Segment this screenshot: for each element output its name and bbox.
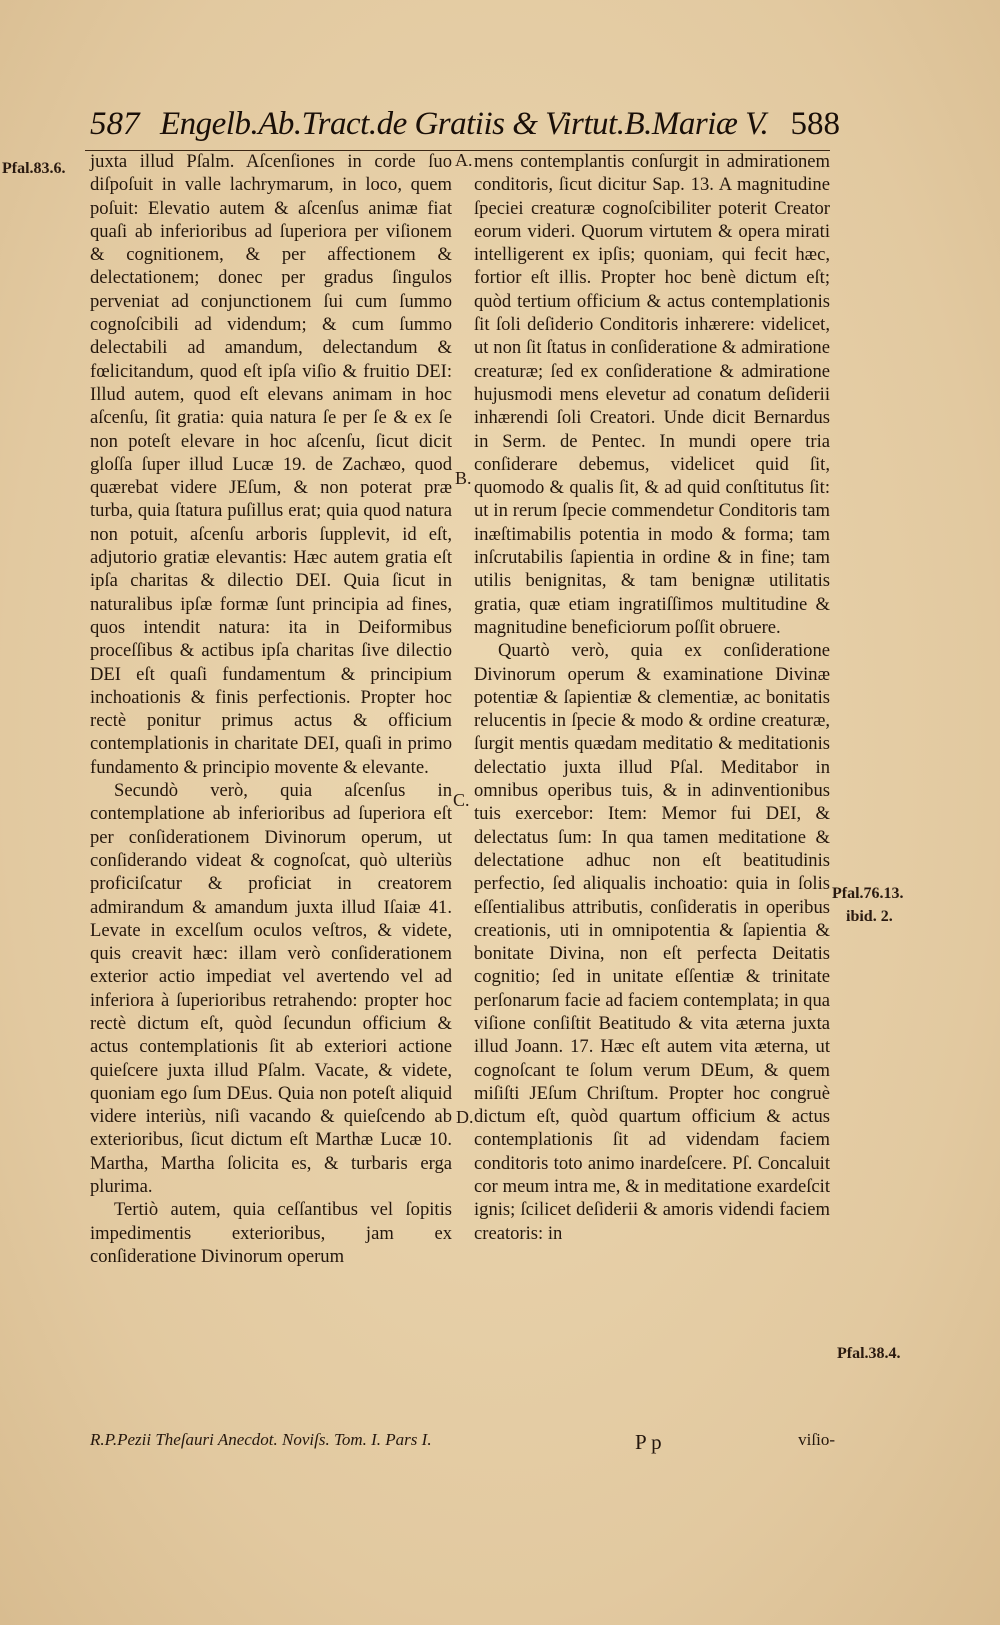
signature-mark: P p — [635, 1430, 662, 1454]
section-letter-d: D. — [456, 1107, 474, 1127]
right-paragraph-1: mens contemplantis conſurgit in admirationem conditoris, ſicut dicitur Sap. 13. A magnitudine ſpeciei creaturæ cognoſcibiliter poterit Creator eorum videri. Quorum virtutem & opera mirati intelligerent ex ipſis; quoniam, qui fecit hæc, fortior eſt illis. Propter hoc benè dictum eſt; quòd tertium officium & actus contemplationis ſit ſoli deſiderio Conditoris inhærere: videlicet, ut non ſit ſtatus in conſideratione & admiratione creaturæ; ſed ex conſideratione & admiratione hujusmodi mens elevetur ad conatum deſiderii inhærendi ſoli Creatori. Unde dicit Bernardus in Serm. de Pentec. In mundi opere tria conſiderare debemus, videlicet quid ſit, quomodo & qualis ſit, & ad quid conſtitutus ſit: ut in rerum ſpecie commendetur Conditoris tam inæſtimabilis potentia in modo & forma; tam inſcrutabilis ſapientia in ordine & in fine; tam utilis benignitas, & tam benignæ utilitatis gratia, quæ etiam ingratiſſimos multitudine & magnitudine beneficiorum poſſit obruere. — [474, 151, 830, 638]
running-title: Engelb.Ab.Tract.de Gratiis & Virtut.B.Mariæ V. — [160, 106, 769, 142]
catchword: viſio- — [798, 1430, 835, 1449]
left-column — [90, 150, 452, 1268]
margin-note-psalm-83: Pfal.83.6. — [2, 160, 66, 177]
section-letter-c: C. — [453, 790, 470, 810]
source-reference: R.P.Pezii Theſauri Anecdot. Noviſs. Tom. I. Pars I. — [90, 1430, 432, 1449]
section-letter-b: B. — [455, 468, 472, 488]
section-letter-a: A. — [455, 150, 473, 170]
margin-note-psalm-76: Pfal.76.13. — [832, 885, 904, 902]
page-number-right: 588 — [790, 106, 840, 142]
right-paragraph-2: Quartò verò, quia ex conſideratione Divinorum operum & examinatione Divinæ potentiæ & ſapientiæ & clementiæ, ac bonitatis relucentis in ſpecie & modo & ordine creaturæ, ſurgit mentis quædam meditatio & meditationis delectatio juxta illud Pſal. Meditabor in omnibus operibus tuis, & in adinventionibus tuis exercebor: Item: Memor fui DEI, & delectatus ſum: In qua tamen meditatione & delectatione adhuc non eſt beatitudinis perfectio, ſed aliqualis inchoatio: quia in ſolis eſſentialibus attributis, conſideratis in operibus creationis, uti in omnipotentia & ſapientia & bonitate Divina, non eſt perfecta Deitatis cognitio; ſed in unitate eſſentiæ & trinitate perſonarum facie ad faciem contemplata; in qua viſione conſiſtit Beatitudo & vita æterna juxta illud Joann. 17. Hæc eſt autem vita æterna, ut cognoſcant te ſolum verum DEum, & quem miſiſti JEſum Chriſtum. Propter hoc congruè dictum eſt, quòd quartum officium & actus contemplationis ſit ad videndam faciem conditoris toto animo inardeſcere. Pſ. Concaluit cor meum intra me, & in meditatione exardeſcit ignis; ſcilicet deſiderii & amoris videndi faciem creatoris: in — [474, 640, 830, 1244]
page-number-left: 587 — [90, 106, 140, 142]
margin-note-ibid: ibid. 2. — [846, 908, 893, 925]
left-paragraph-3: Tertiò autem, quia ceſſantibus vel ſopitis impedimentis exterioribus, jam ex conſideratione Divinorum operum — [90, 1199, 452, 1267]
margin-note-psalm-38: Pfal.38.4. — [837, 1345, 901, 1362]
running-header — [80, 100, 840, 150]
left-paragraph-1: juxta illud Pſalm. Aſcenſiones in corde ſuo diſpoſuit in valle lachrymarum, in loco, quem poſuit: Elevatio autem & aſcenſus animæ fiat quaſi ab inferioribus ad ſuperiora per viſionem & cognitionem, & per affectionem & delectationem; donec per gradus ſingulos perveniat ad conjunctionem ſui cum ſummo cognoſcibili ad videndum; & cum ſummo delectabili ad amandum, delectandum & fœlicitandum, quod eſt ipſa viſio & fruitio DEI: Illud autem, quod eſt elevans animam in hoc aſcenſu, ſit gratia: quia natura ſe per ſe & ex ſe non poteſt elevare in hoc aſcenſu, ſicut dicit gloſſa ſuper illud Lucæ 19. de Zachæo, quod quærebat videre JEſum, & non poterat præ turba, quia ſtatura puſillus erat; quia quod natura non potuit, aſcenſu arboris ſupplevit, id eſt, adjutorio gratiæ elevantis: Hæc autem gratia eſt ipſa charitas & dilectio DEI. Quia ſicut in naturalibus ipſæ formæ ſunt principia ad fines, quos intendit natura: ita in Deiformibus proceſſibus & actibus ipſa charitas ſive dilectio DEI eſt quaſi fundamentum & principium inchoationis & finis perfectionis. Propter hoc rectè ponitur primus actus & officium contemplationis in charitate DEI, quaſi in primo fundamento & principio movente & elevante. — [90, 151, 452, 778]
left-paragraph-2: Secundò verò, quia aſcenſus in contemplatione ab inferioribus ad ſuperiora eſt per conſiderationem Divinorum operum, ut conſiderando videat & cognoſcat, quò ulteriùs proficiſcatur & proficiat in creatorem admirandum & amandum juxta illud Iſaiæ 41. Levate in excelſum oculos veſtros, & videte, quis creavit hæc: illam verò conſiderationem exterior actio impediat vel avertendo vel ad inferiora à ſuperioribus retrahendo: propter hoc rectè dictum eſt, quòd ſecundun officium & actus contemplationis ſit ab exteriori actione quieſcere juxta illud Pſalm. Vacate, & videte, quoniam ego ſum DEus. Quia non poteſt aliquid videre interiùs, niſi vacando & quieſcendo ab exterioribus, ſicut dictum eſt Marthæ Lucæ 10. Martha, Martha ſolicita es, & turbaris erga plurima. — [90, 780, 452, 1198]
right-column — [474, 150, 830, 1245]
page-footer — [90, 1430, 835, 1460]
